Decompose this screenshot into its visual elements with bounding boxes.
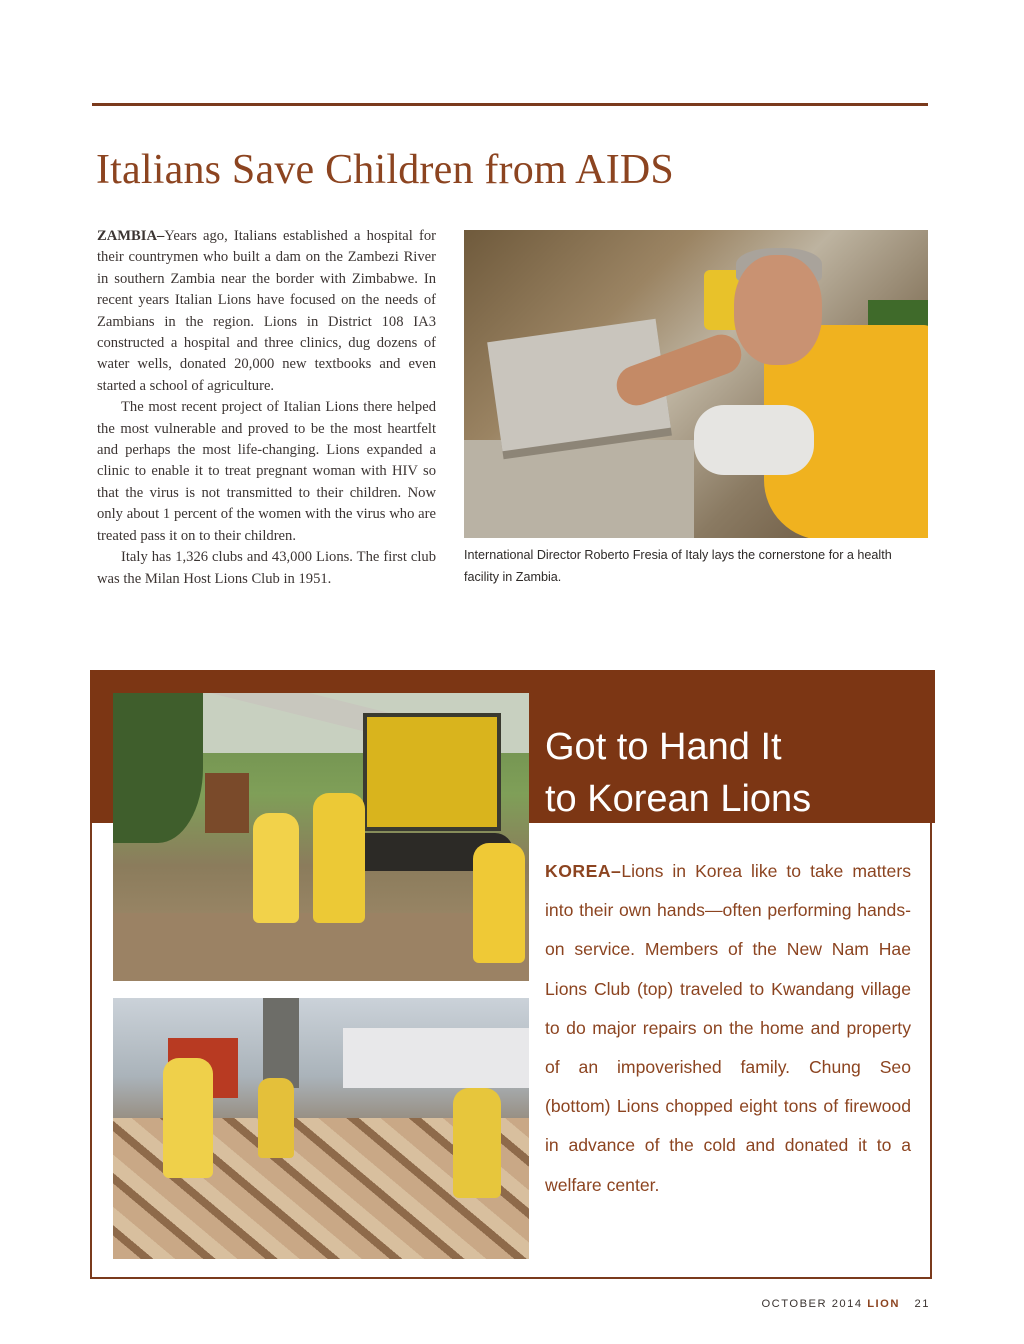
cornerstone-photo (464, 230, 928, 538)
footer-issue: OCTOBER 2014 (761, 1298, 863, 1310)
page-number: 21 (914, 1298, 930, 1310)
top-rule (92, 103, 928, 106)
sidebar-dateline: KOREA– (545, 861, 622, 881)
excavator-photo (113, 693, 529, 981)
page-footer (761, 1298, 930, 1310)
sidebar-title (545, 721, 811, 825)
article-paragraph-2: The most recent project of Italian Lions there helped the most vulnerable and proved to be the most heartfelt and perhaps the most life-changing. Lions expanded a clinic to enable it to treat pregnant woman with HIV so that the virus is not transmitted to their children. Now only about 1 percent of the women with the virus who are treated pass it on to their children. (97, 399, 436, 544)
photo-caption: International Director Roberto Fresia of Italy lays the cornerstone for a health facility in Zambia. (464, 548, 892, 584)
article-paragraph-1 (97, 226, 436, 397)
sidebar-body (545, 852, 911, 1205)
article-paragraph-3: Italy has 1,326 clubs and 43,000 Lions. The first club was the Milan Host Lions Club in 1951. (97, 549, 436, 587)
article-dateline: ZAMBIA– (97, 228, 165, 244)
sidebar-title-line-2: to Korean Lions (545, 778, 812, 820)
article-body (97, 226, 436, 590)
sidebar-body-text: Lions in Korea like to take matters into their own hands—often performing hands-on service. Members of the New Nam Hae Lions Club (top) traveled to Kwandang village to do major repairs on the home and property of an impoverished family. Chung Seo (bottom) Lions chopped eight tons of firewood in advance of the cold and donated it to a welfare center. (545, 861, 911, 1195)
footer-brand: LION (867, 1298, 900, 1310)
article-title: Italians Save Children from AIDS (96, 147, 674, 193)
sidebar-title-line-1: Got to Hand It (545, 726, 782, 768)
article-paragraph-1-text: Years ago, Italians established a hospital for their countrymen who built a dam on the Zambezi River in southern Zambia near the border with Zimbabwe. In recent years Italian Lions have focused on the needs of Zambians in the region. Lions in District 108 IA3 constructed a hospital and three clinics, dug dozens of water wells, donated 20,000 new textbooks and even started a school of agriculture. (97, 228, 436, 394)
firewood-photo (113, 998, 529, 1259)
